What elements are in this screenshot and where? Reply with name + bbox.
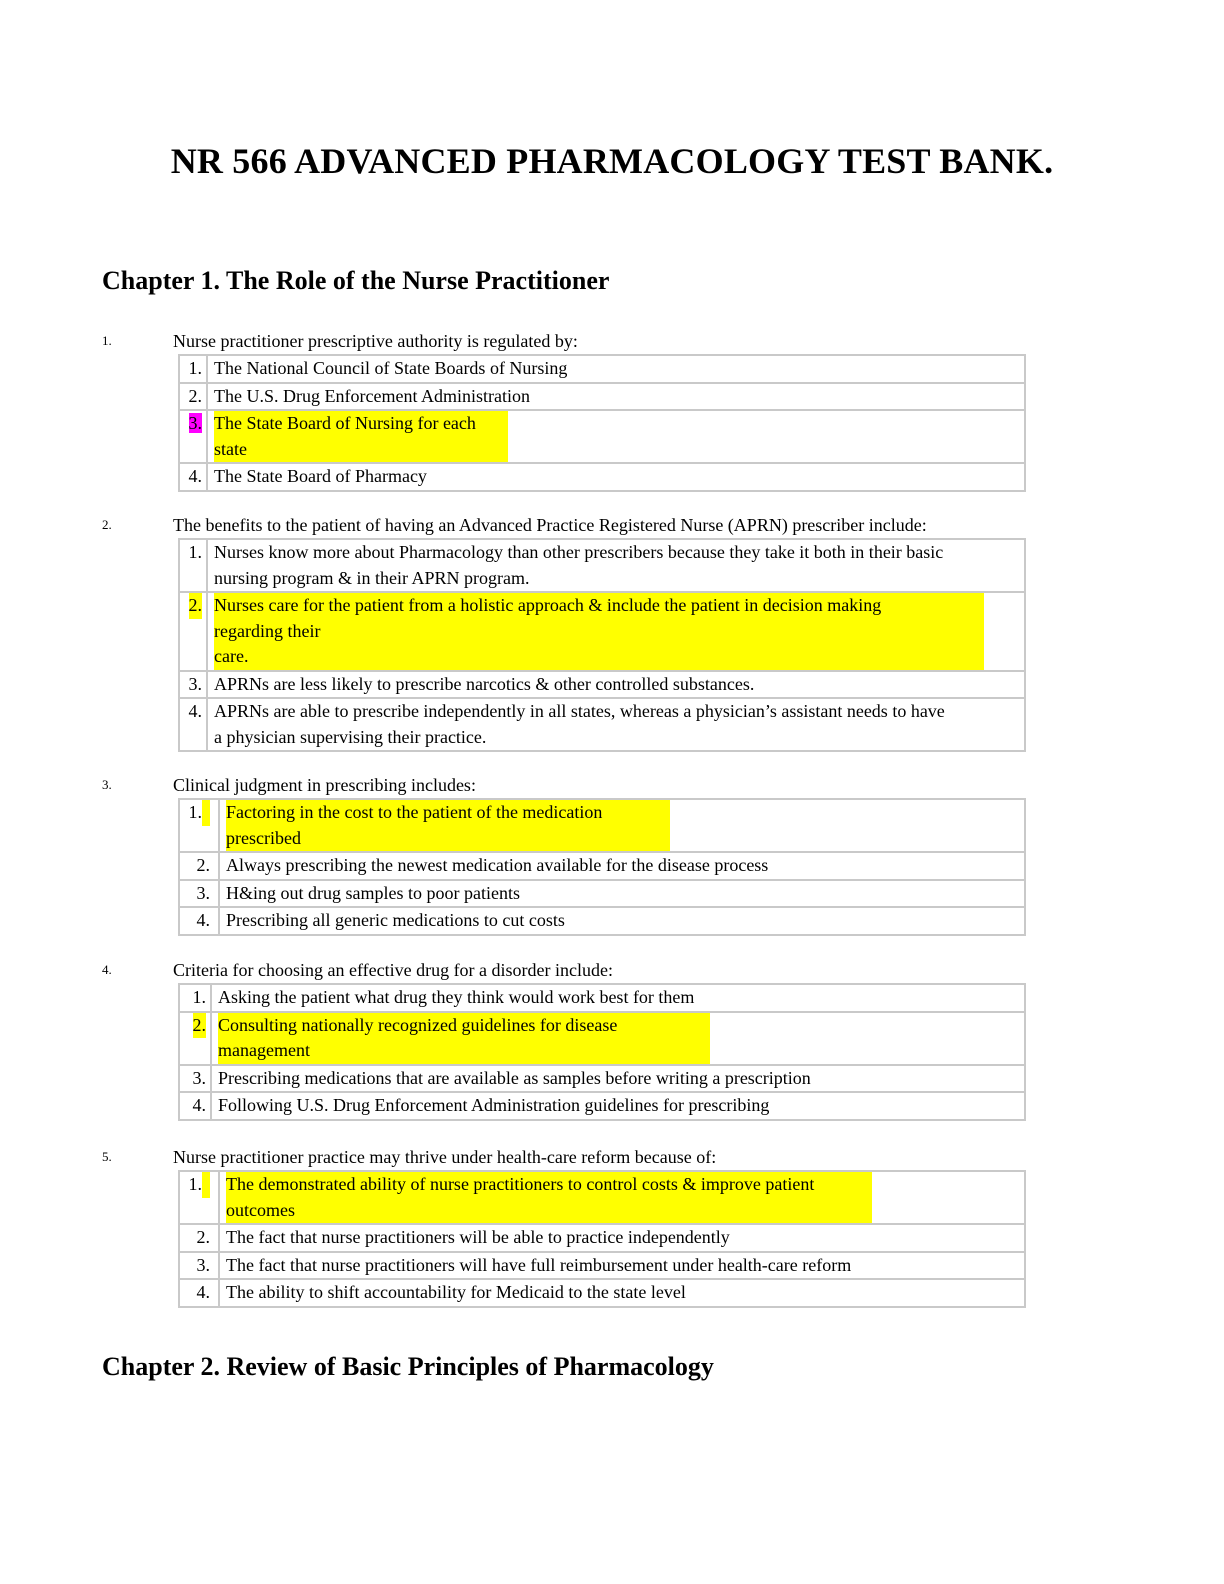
question-number: 4. <box>102 962 112 977</box>
answer-option <box>180 1253 1024 1281</box>
answer-option: 1. Nurses know more about Pharmacology than other prescribers because they take it both in their basic nursing program & in their APRN program. <box>180 540 1024 593</box>
question-number: 2. <box>102 517 112 532</box>
answer-option-highlighted <box>180 411 1024 464</box>
option-text: Prescribing medications that are available as samples before writing a prescription <box>218 1067 811 1088</box>
answer-option <box>180 1280 1024 1306</box>
answer-option <box>180 384 1024 412</box>
option-text: The U.S. Drug Enforcement Administration <box>214 385 530 406</box>
option-number: 4. <box>188 701 202 721</box>
option-number: 2. <box>189 593 203 619</box>
option-text: APRNs are less likely to prescribe narcotics & other controlled substances. <box>214 673 755 694</box>
answer-option-highlighted <box>180 1013 1024 1066</box>
option-text-highlighted: Factoring in the cost to the patient of the medication prescribed <box>226 800 670 851</box>
option-number: 1. <box>188 802 202 822</box>
option-number: 4. <box>196 1282 210 1302</box>
option-text: The fact that nurse practitioners will have full reimbursement under health-care reform <box>226 1254 852 1275</box>
answer-options-table <box>178 798 1026 936</box>
answer-options-table <box>178 1170 1026 1308</box>
option-number: 4. <box>188 466 202 486</box>
answer-option <box>180 985 1024 1013</box>
option-number: 2. <box>196 1227 210 1247</box>
question-text: Clinical judgment in prescribing includes: <box>173 775 476 795</box>
answer-option: 4. APRNs are able to prescribe independently in all states, whereas a physician’s assistant needs to have a physician supervising their practice. <box>180 699 1024 750</box>
option-number: 3. <box>196 882 210 903</box>
option-number: 4. <box>192 1095 206 1115</box>
answer-options-table <box>178 354 1026 492</box>
answer-option <box>180 672 1024 700</box>
option-text-highlighted: Consulting nationally recognized guidelines for disease management <box>218 1013 710 1064</box>
question-text: Criteria for choosing an effective drug for a disorder include: <box>173 960 614 980</box>
option-number: 3. <box>196 1254 210 1275</box>
option-number: 1. <box>188 1174 202 1194</box>
answer-option <box>180 1066 1024 1094</box>
option-text: The ability to shift accountability for Medicaid to the state level <box>226 1282 686 1302</box>
option-text: APRNs are able to prescribe independently in all states, whereas a physician’s assistant needs to have <box>214 701 945 721</box>
answer-option-highlighted <box>180 593 1024 672</box>
question-text: Nurse practitioner prescriptive authority is regulated by: <box>173 331 578 351</box>
option-text: The State Board of Pharmacy <box>214 466 427 486</box>
question-number: 1. <box>102 333 112 348</box>
option-text-highlighted: The demonstrated ability of nurse practitioners to control costs & improve patient outcomes <box>226 1172 872 1223</box>
question-number: 3. <box>102 777 112 792</box>
answer-option <box>180 356 1024 384</box>
chapter-heading: Chapter 1. The Role of the Nurse Practitioner <box>102 266 610 295</box>
option-number: 2. <box>196 855 210 875</box>
answer-option <box>180 1225 1024 1253</box>
option-text: Always prescribing the newest medication available for the disease process <box>226 855 769 875</box>
option-text: The fact that nurse practitioners will be able to practice independently <box>226 1227 730 1247</box>
option-text-highlighted: Nurses care for the patient from a holistic approach & include the patient in decision making regarding their care. <box>214 593 984 670</box>
option-text: The National Council of State Boards of Nursing <box>214 358 568 378</box>
answer-option-highlighted <box>180 800 1024 853</box>
answer-option <box>180 908 1024 934</box>
option-number: 3. <box>188 673 202 694</box>
answer-option <box>180 1093 1024 1119</box>
option-number: 1. <box>188 542 202 562</box>
option-text: H&ing out drug samples to poor patients <box>226 882 520 903</box>
option-number: 1. <box>188 358 202 378</box>
option-number: 1. <box>192 987 206 1007</box>
question-text: Nurse practitioner practice may thrive under health-care reform because of: <box>173 1147 717 1167</box>
answer-options-table <box>178 538 1026 752</box>
option-number: 2. <box>188 385 202 406</box>
option-text: Asking the patient what drug they think would work best for them <box>218 987 695 1007</box>
option-number: 4. <box>196 910 210 930</box>
answer-options-table <box>178 983 1026 1121</box>
option-number: 2. <box>193 1013 207 1039</box>
answer-option-highlighted <box>180 1172 1024 1225</box>
answer-option <box>180 464 1024 490</box>
option-text: Prescribing all generic medications to cut costs <box>226 910 565 930</box>
option-text: Following U.S. Drug Enforcement Administration guidelines for prescribing <box>218 1095 770 1115</box>
option-number: 3. <box>192 1067 206 1088</box>
answer-option <box>180 881 1024 909</box>
option-text-highlighted: The State Board of Nursing for each state <box>214 411 508 462</box>
option-number: 3. <box>188 413 202 433</box>
question-number: 5. <box>102 1149 112 1164</box>
document-title: NR 566 ADVANCED PHARMACOLOGY TEST BANK. <box>170 141 1054 181</box>
question-text: The benefits to the patient of having an Advanced Practice Registered Nurse (APRN) prescriber include: <box>173 515 927 535</box>
answer-option <box>180 853 1024 881</box>
chapter-heading: Chapter 2. Review of Basic Principles of Pharmacology <box>102 1352 714 1381</box>
option-text: Nurses know more about Pharmacology than other prescribers because they take it both in their basic <box>214 542 944 562</box>
